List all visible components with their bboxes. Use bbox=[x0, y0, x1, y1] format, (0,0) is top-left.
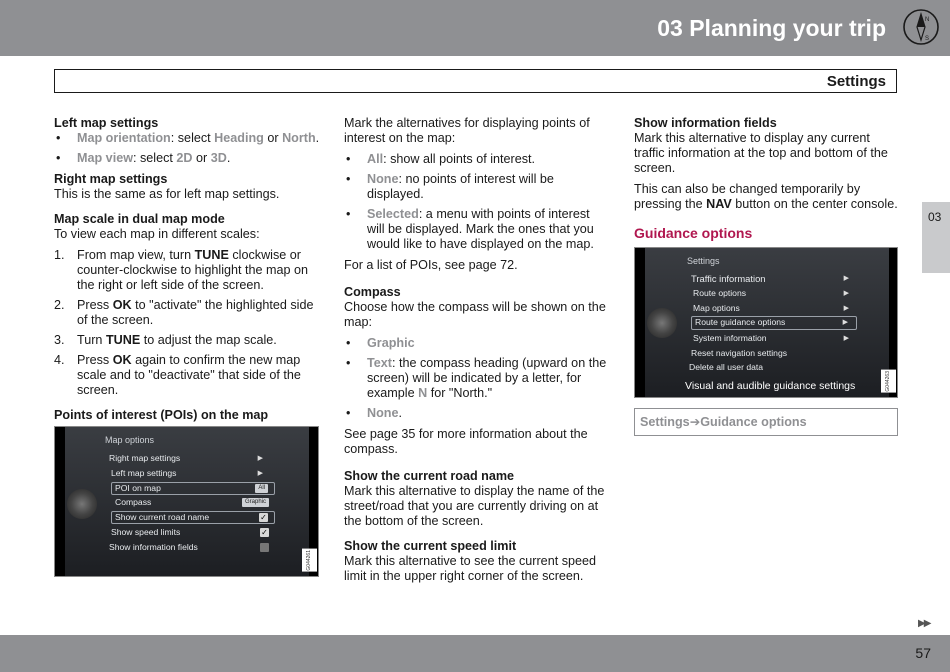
arrow-right-icon: ▶ bbox=[843, 275, 849, 282]
control-knob-icon bbox=[647, 308, 677, 338]
image-code: G044261 bbox=[302, 549, 317, 572]
left-map-list bbox=[54, 131, 320, 166]
text: : the compass heading (upward on the screen) will be indicated by a letter, for example bbox=[367, 356, 607, 400]
term: All bbox=[367, 152, 384, 166]
key-name: TUNE bbox=[105, 333, 141, 347]
menu-item[interactable] bbox=[691, 316, 857, 330]
step-number: 2. bbox=[54, 298, 65, 312]
map-options-screen bbox=[54, 426, 319, 577]
speed-limit-heading: Show the current speed limit bbox=[344, 539, 517, 553]
menu-item-label: Reset navigation settings bbox=[691, 348, 788, 358]
guidance-heading: Guidance options bbox=[634, 225, 753, 241]
option: North bbox=[282, 131, 316, 145]
text: Press bbox=[77, 353, 113, 367]
text: . bbox=[398, 406, 402, 420]
key-name: OK bbox=[112, 353, 132, 367]
info-fields-text2 bbox=[634, 182, 898, 212]
text: to "activate" the highlighted side of the screen. bbox=[77, 298, 314, 327]
text: to adjust the map scale. bbox=[140, 333, 277, 347]
screen-title: Map options bbox=[105, 435, 155, 445]
text: : select bbox=[133, 151, 177, 165]
menu-item-label: Show speed limits bbox=[111, 527, 181, 537]
step-number: 4. bbox=[54, 353, 65, 367]
value-chip: All bbox=[255, 484, 268, 493]
compass-list bbox=[344, 336, 610, 421]
value-chip: Graphic bbox=[242, 498, 269, 507]
list-item bbox=[54, 333, 320, 348]
menu-item[interactable] bbox=[689, 362, 857, 373]
menu-item[interactable] bbox=[693, 288, 857, 299]
info-fields-text: Mark this alternative to display any current traffic information at the top and bottom of the screen. bbox=[634, 131, 888, 175]
text: or bbox=[263, 131, 283, 145]
checkbox[interactable]: ✓ bbox=[260, 513, 267, 522]
section-title: Settings bbox=[826, 73, 886, 90]
text: for "North." bbox=[427, 386, 493, 400]
poi-reference: For a list of POIs, see page 72. bbox=[344, 258, 518, 272]
chapter-title: 03 Planning your trip bbox=[657, 15, 886, 41]
text: button on the center console. bbox=[731, 197, 898, 211]
settings-screen bbox=[634, 247, 898, 398]
poi-list bbox=[344, 152, 610, 252]
menu-item[interactable] bbox=[111, 482, 275, 495]
checkbox[interactable] bbox=[260, 543, 269, 552]
text: again to confirm the new map scale and to "deactivate" that side of the screen. bbox=[77, 353, 301, 397]
arrow-right-icon: ▶ bbox=[842, 319, 848, 326]
step-number: 3. bbox=[54, 333, 65, 347]
arrow-right-icon: ▶ bbox=[843, 305, 849, 312]
key-name: OK bbox=[112, 298, 132, 312]
text: : select bbox=[170, 131, 215, 145]
menu-item-label: Delete all user data bbox=[689, 362, 764, 372]
text: : a menu with points of interest will be displayed. Mark the ones that you would like to have displayed on the map. bbox=[367, 207, 594, 251]
compass-icon bbox=[901, 7, 941, 47]
text: clockwise or counter-clockwise to highlight the map on the right or left side of the screen. bbox=[77, 248, 309, 292]
list-item bbox=[54, 151, 320, 166]
column-right bbox=[634, 116, 898, 436]
menu-item-label: Map options bbox=[693, 303, 740, 313]
menu-item[interactable] bbox=[693, 303, 857, 314]
chapter-side-tab[interactable] bbox=[922, 202, 950, 273]
menu-item[interactable] bbox=[109, 542, 275, 553]
menu-item[interactable] bbox=[111, 511, 275, 524]
column-middle bbox=[344, 116, 610, 590]
list-item bbox=[344, 207, 610, 252]
svg-text:N: N bbox=[925, 17, 930, 23]
page-footer bbox=[0, 635, 950, 672]
menu-item-label: Route options bbox=[693, 288, 747, 298]
list-item bbox=[54, 248, 320, 293]
arrow-right-icon: ▶ bbox=[843, 290, 849, 297]
poi-heading: Points of interest (POIs) on the map bbox=[54, 408, 269, 422]
screen-title: Settings bbox=[687, 256, 720, 266]
path-from: Settings bbox=[640, 415, 690, 429]
dual-map-steps bbox=[54, 248, 320, 398]
compass-heading: Compass bbox=[344, 285, 401, 299]
text: . bbox=[315, 131, 320, 145]
term: None bbox=[367, 406, 399, 420]
term: Map view bbox=[77, 151, 133, 165]
term: Graphic bbox=[367, 336, 415, 350]
page-number: 57 bbox=[915, 645, 931, 661]
road-name-text: Mark this alternative to display the name of the street/road that you are currently driving on at the bottom of the screen. bbox=[344, 484, 605, 528]
text: : show all points of interest. bbox=[383, 152, 535, 166]
list-item bbox=[344, 336, 610, 351]
menu-item[interactable] bbox=[693, 333, 857, 344]
poi-intro: Mark the alternatives for displaying points of interest on the map: bbox=[344, 116, 590, 145]
list-item bbox=[344, 356, 610, 401]
svg-text:S: S bbox=[925, 36, 930, 42]
menu-item-label: Traffic information bbox=[691, 273, 766, 284]
letter: N bbox=[418, 386, 428, 400]
list-item bbox=[344, 172, 610, 202]
key-name: NAV bbox=[706, 197, 732, 211]
left-map-heading: Left map settings bbox=[54, 116, 159, 130]
arrow-right-icon: ▶ bbox=[257, 470, 263, 477]
side-tab-label: 03 bbox=[928, 210, 942, 224]
compass-intro: Choose how the compass will be shown on the map: bbox=[344, 300, 606, 329]
term: Selected bbox=[367, 207, 419, 221]
term: None bbox=[367, 172, 399, 186]
menu-item[interactable] bbox=[111, 468, 271, 479]
text: Turn bbox=[77, 333, 106, 347]
checkbox[interactable]: ✓ bbox=[261, 528, 268, 537]
chapter-header bbox=[0, 0, 950, 56]
menu-item-label: Show current road name bbox=[115, 512, 210, 522]
arrow-right-icon: ▶ bbox=[843, 335, 849, 342]
menu-item-label: System information bbox=[693, 333, 767, 343]
menu-item[interactable] bbox=[115, 497, 275, 508]
speed-limit-text: Mark this alternative to see the current speed limit in the upper right corner of the screen. bbox=[344, 554, 597, 583]
menu-item[interactable] bbox=[691, 348, 857, 359]
arrow-right-icon: ▶ bbox=[257, 455, 263, 462]
double-arrow-right-icon: ▶▶ bbox=[918, 618, 930, 629]
compass-reference: See page 35 for more information about the compass. bbox=[344, 427, 588, 456]
right-map-heading: Right map settings bbox=[54, 172, 168, 186]
menu-item-label: POI on map bbox=[115, 483, 161, 493]
step-number: 1. bbox=[54, 248, 65, 262]
key-name: TUNE bbox=[194, 248, 229, 262]
option: 3D bbox=[210, 151, 227, 165]
menu-item-label: Left map settings bbox=[111, 468, 177, 478]
text: Press bbox=[77, 298, 113, 312]
info-fields-heading: Show information fields bbox=[634, 116, 777, 130]
text: From map view, turn bbox=[77, 248, 195, 262]
option: Heading bbox=[214, 131, 264, 145]
list-item bbox=[54, 353, 320, 398]
menu-item-label: Compass bbox=[115, 497, 152, 507]
option: 2D bbox=[176, 151, 193, 165]
control-knob-icon bbox=[67, 489, 97, 519]
menu-item-label: Right map settings bbox=[109, 453, 181, 463]
right-map-text: This is the same as for left map settings. bbox=[54, 187, 280, 201]
menu-item[interactable] bbox=[109, 453, 271, 464]
menu-item[interactable] bbox=[111, 527, 275, 538]
list-item bbox=[344, 406, 610, 421]
path-arrow-icon: ➔ bbox=[689, 415, 701, 429]
list-item bbox=[54, 298, 320, 328]
section-bar bbox=[54, 69, 897, 93]
list-item bbox=[344, 152, 610, 167]
menu-item[interactable] bbox=[691, 273, 857, 284]
list-item bbox=[54, 131, 320, 146]
menu-item-label: Show information fields bbox=[109, 542, 198, 552]
text: This can also be changed temporarily by pressing the bbox=[634, 182, 861, 211]
menu-item-label: Route guidance options bbox=[695, 317, 786, 327]
image-code: G044263 bbox=[881, 370, 896, 393]
term: Map orientation bbox=[77, 131, 171, 145]
path-to: Guidance options bbox=[700, 415, 807, 429]
screen-caption: Visual and audible guidance settings bbox=[685, 380, 856, 392]
column-left bbox=[54, 116, 320, 577]
text: . bbox=[226, 151, 231, 165]
menu-path bbox=[634, 408, 898, 436]
text: : no points of interest will be displayed. bbox=[367, 172, 554, 201]
dual-map-intro: To view each map in different scales: bbox=[54, 227, 260, 241]
road-name-heading: Show the current road name bbox=[344, 469, 515, 483]
term: Text bbox=[367, 356, 392, 370]
dual-map-heading: Map scale in dual map mode bbox=[54, 212, 225, 226]
text: or bbox=[192, 151, 211, 165]
